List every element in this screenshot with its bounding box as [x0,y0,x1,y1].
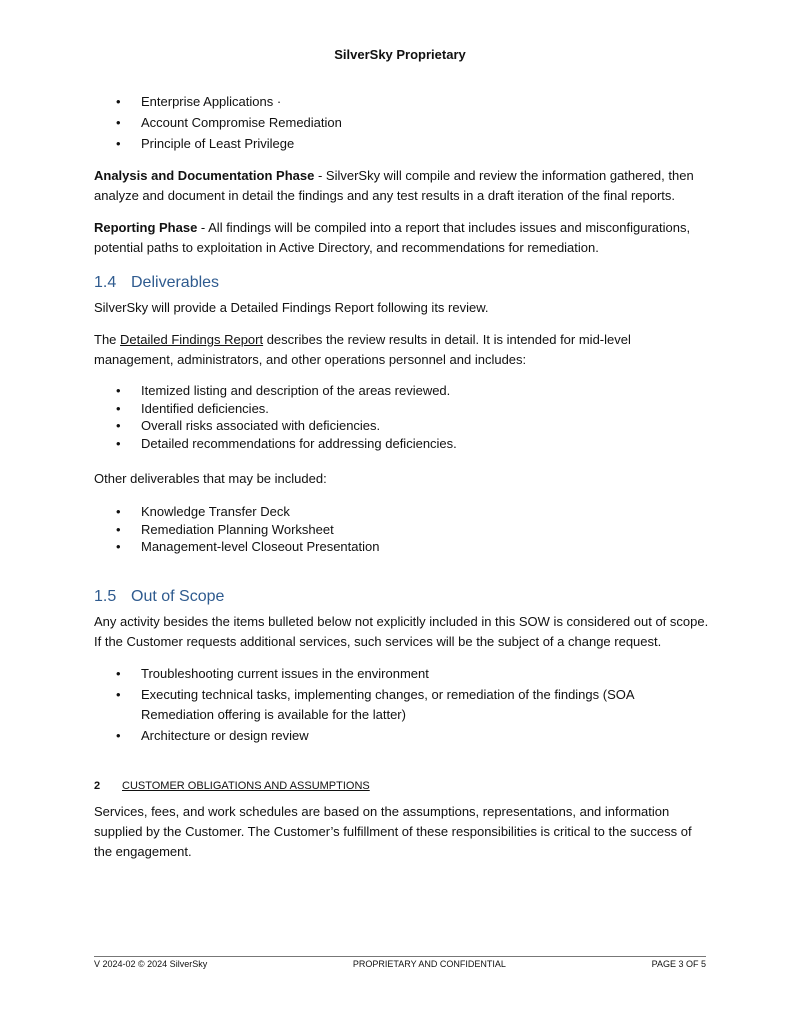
list-item: • Identified deficiencies. [94,400,709,418]
list-item: • Remediation Planning Worksheet [94,521,709,539]
footer-confidential: PROPRIETARY AND CONFIDENTIAL [352,959,506,969]
list-item: • Enterprise Applications · [94,92,709,112]
list-item: • Architecture or design review [94,726,709,746]
obligations-paragraph: Services, fees, and work schedules are based on the assumptions, representations, and information supplied by the Customer. The Customer’s fulfillment of these responsibilities is critical to the success of the engagement. [94,803,692,859]
section-heading-1-5 [94,586,709,608]
other-deliverables-list [94,503,709,556]
analysis-paragraph [94,166,709,206]
section-heading-2 [94,776,709,796]
footer-page-number: PAGE 3 OF 5 [651,959,706,969]
list-item: • Detailed recommendations for addressing deficiencies. [94,435,709,453]
other-deliverables-intro: Other deliverables that may be included: [94,471,327,486]
analysis-label: Analysis and Documentation Phase [94,168,315,183]
footer-version: V 2024-02 © 2024 SilverSky [94,959,208,969]
page-footer [94,956,706,969]
out-of-scope-list [94,664,709,746]
list-item: • Overall risks associated with deficiencies. [94,417,709,435]
list-item: • Executing technical tasks, implementing changes, or remediation of the findings (SOA Remediation offering is available for the latter) [94,685,709,725]
reporting-label: Reporting Phase [94,220,198,235]
list-item: • Itemized listing and description of the areas reviewed. [94,382,709,400]
list-item: • Knowledge Transfer Deck [94,503,709,521]
section-title: CUSTOMER OBLIGATIONS AND ASSUMPTIONS [122,779,370,792]
top-bullet-list [94,92,709,154]
section-number: 1.5 [94,587,117,605]
dfr-paragraph [94,330,709,370]
dfr-prefix: The [94,332,121,347]
section-title: Deliverables [131,274,220,291]
page-header: SilverSky Proprietary [334,47,466,62]
reporting-paragraph [94,218,709,258]
section-number: 2 [94,779,101,792]
section-title: Out of Scope [131,587,225,605]
includes-list [94,382,709,452]
list-item: • Principle of Least Privilege [94,134,709,154]
list-item: • Management-level Closeout Presentation [94,538,709,556]
reporting-text: - All findings will be compiled into a report that includes issues and misconfigurations, potential paths to exploitation in Active Directory, and recommendations for remediation. [94,220,691,255]
section-heading-1-4 [94,272,709,294]
list-item: • Troubleshooting current issues in the environment [94,664,709,684]
out-of-scope-intro: Any activity besides the items bulleted below not explicitly included in this SOW is considered out of scope. If the Customer requests additional services, such services will be the subject of a change request. [94,613,709,649]
list-item: • Account Compromise Remediation [94,113,709,133]
section-number: 1.4 [94,274,117,291]
page-content [94,92,709,862]
analysis-text: - SilverSky will compile and review the information gathered, then analyze and document in detail the findings and any test results in a draft iteration of the final reports. [94,168,694,203]
deliverables-intro: SilverSky will provide a Detailed Findings Report following its review. [94,300,489,315]
dfr-suffix: describes the review results in detail. It is intended for mid-level management, administrators, and other operations personnel and includes: [94,332,631,367]
dfr-link: Detailed Findings Report [120,332,264,347]
